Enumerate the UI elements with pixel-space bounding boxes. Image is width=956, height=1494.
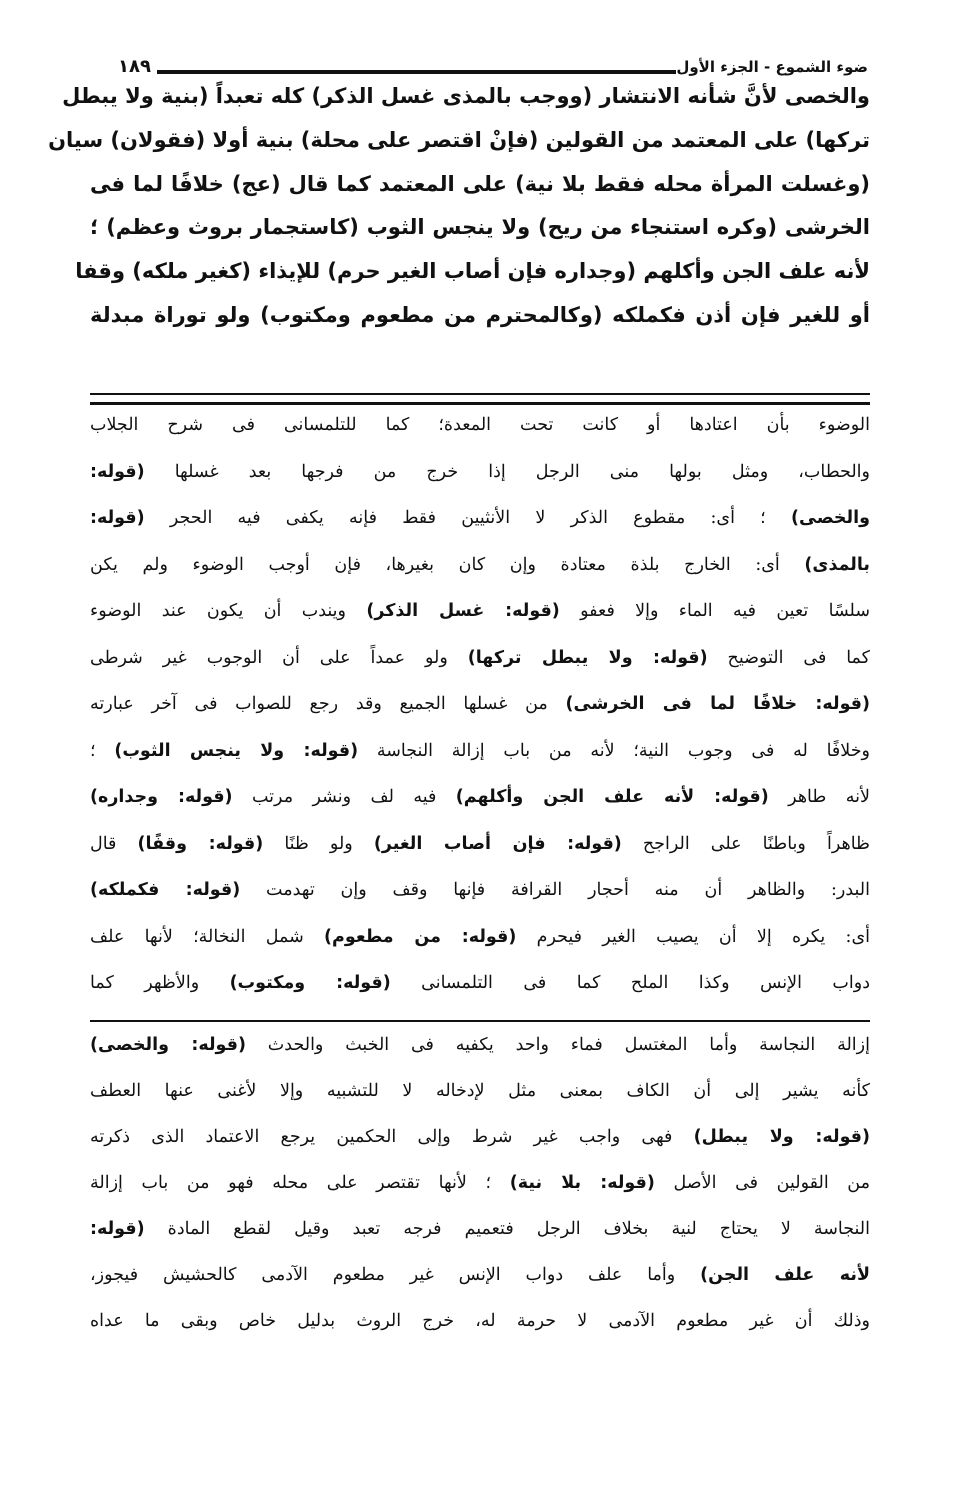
bold-quote: (قوله: وقفًا) [137, 833, 264, 854]
text-line [90, 449, 870, 496]
text-segment: والأظهر كما [90, 973, 230, 993]
text-line [90, 495, 870, 542]
text-segment: ظاهراً وباطنًا على الراجح [621, 833, 870, 854]
text-line [90, 206, 870, 250]
bold-quote: (قوله: ولا يبطل) [693, 1127, 871, 1147]
text-segment: أى: يكره إلا أن يصيب الغير فيحرم [516, 926, 871, 947]
text-line [90, 960, 870, 1007]
bold-quote: (قوله: بلا نية) [509, 1173, 655, 1193]
text-segment: كما فى التوضيح [707, 647, 871, 668]
text-segment: الخرشى (وكره استنجاء من ريح) ولا ينجس الثوب (كاستجمار بروث وعظم) ؛ [90, 215, 870, 240]
text-segment: وخلافًا له فى وجوب النية؛ لأنه من باب إزالة النجاسة [358, 740, 870, 761]
text-line [90, 402, 870, 449]
text-line [48, 119, 870, 163]
text-line [90, 821, 870, 868]
running-title: ضوء الشموع - الجزء الأول [676, 58, 874, 76]
text-segment: ولو ظنًا [263, 833, 374, 854]
text-segment: شمل النخالة؛ لأنها علف [90, 926, 325, 947]
text-segment: ولو عمداً على أن الوجوب غير شرطى [90, 647, 468, 668]
text-segment: وذلك أن غير مطعوم الآدمى لا حرمة له، خرج الروث بدليل خاص وبقى ما عداه [90, 1311, 870, 1331]
text-line [75, 250, 870, 294]
text-segment: من غسلها الجميع وقد رجع للصواب فى آخر عبارته [90, 694, 566, 714]
bold-quote: (قوله: من مطعوم) [324, 926, 517, 947]
text-line [90, 774, 870, 821]
text-line [90, 1298, 870, 1344]
page-number: ١٨٩ [88, 56, 157, 77]
text-line [90, 728, 870, 775]
text-segment: وأما علف دواب الإنس غير مطعوم الآدمى كالحشيش فيجوز، [90, 1265, 701, 1285]
text-segment: فيه لف ونشر مرتب [232, 787, 456, 807]
bold-quote: بالمذى) [804, 554, 870, 575]
bold-quote: (قوله: [90, 1219, 145, 1239]
text-segment: البدر: والظاهر أن منه أحجار القرافة فإنها وقف وإن تهدمت [240, 880, 870, 900]
bold-quote: لأنه علف الجن) [700, 1265, 870, 1285]
text-line [90, 681, 870, 728]
text-segment: (وغسلت المرأة محله فقط بلا نية) على المعتمد كما قال (عج) خلافًا لما فى [90, 171, 870, 196]
main-text [48, 75, 870, 338]
text-segment: لأنه طاهر [768, 787, 870, 807]
text-segment: لأنه علف الجن وأكلهم (وجداره فإن أصاب الغير حرم) للإيذاء (كغير ملكه) وقفا [75, 259, 870, 284]
text-line [90, 1114, 870, 1160]
text-segment: من القولين فى الأصل [654, 1173, 871, 1193]
text-segment: والحطاب، ومثل بولها منى الرجل إذا خرج من فرجها بعد غسلها [144, 461, 870, 482]
text-segment: الوضوء بأن اعتادها أو كانت تحت المعدة؛ كما للتلمسانى فى شرح الجلاب [90, 415, 870, 435]
text-line [62, 75, 870, 119]
text-line [90, 1022, 870, 1068]
bold-quote: (قوله: خلافًا لما فى الخرشى) [565, 694, 870, 714]
text-segment: إزالة النجاسة وأما المغتسل فماء واحد يكفيه فى الخبث والحدث [245, 1035, 870, 1055]
text-segment: ويندب أن يكون عند الوضوء [90, 601, 367, 621]
text-segment: تركها) على المعتمد من القولين (فإنْ اقتصر على محلة) بنية أولا (فقولان) سيان [48, 127, 870, 152]
text-line [90, 914, 870, 961]
bold-quote: (قوله: لأنه علف الجن وأكلهم) [455, 787, 769, 807]
divider-double-top [90, 393, 870, 395]
bold-quote: (قوله: غسل الذكر) [366, 601, 560, 621]
text-line [90, 1068, 870, 1114]
text-segment: ؛ أى: مقطوع الذكر لا الأنثيين فقط فإنه يكفى فيه الحجر [144, 508, 791, 528]
text-segment: النجاسة لا يحتاج لنية بخلاف الرجل فتعميم فرجه تعبد وقيل لقطع المادة [144, 1219, 870, 1239]
text-segment: دواب الإنس وكذا الملح كما فى التلمسانى [390, 973, 870, 993]
text-segment: سلسًا تعين فيه الماء وإلا فعفو [559, 601, 871, 621]
bold-quote: (قوله: ولا ينجس الثوب) [114, 740, 359, 761]
text-segment: أى: الخارج بلذة معتادة وإن كان بغيرها، فإن أوجب الوضوء ولم يكن [90, 554, 805, 575]
commentary-2 [90, 1022, 870, 1344]
text-line [90, 294, 870, 338]
text-line [90, 867, 870, 914]
bold-quote: (قوله: ومكتوب) [229, 973, 391, 993]
text-line [90, 588, 870, 635]
text-line [90, 1206, 870, 1252]
bold-quote: (قوله: [90, 508, 145, 528]
bold-quote: (قوله: ولا يبطل تركها) [467, 647, 708, 668]
text-segment: فهى واجب غير شرط وإلى الحكمين يرجع الاعتماد الذى ذكرته [90, 1127, 694, 1147]
bold-quote: (قوله: فكملكه) [90, 880, 241, 900]
text-line [90, 542, 870, 589]
commentary-1 [90, 402, 870, 1007]
bold-quote: (قوله: فإن أصاب الغير) [373, 833, 622, 854]
text-line [90, 1160, 870, 1206]
text-segment: أو للغير فإن أذن فكملكه (وكالمحترم من مطعوم ومكتوب) ولو توراة مبدلة [90, 302, 870, 327]
bold-quote: (قوله: [90, 461, 145, 482]
text-segment: كأنه يشير إلى أن الكاف بمعنى مثل لإدخاله لا للتشبيه وإلا لأغنى عنها العطف [90, 1081, 871, 1101]
bold-quote: (قوله: وجداره) [90, 787, 233, 807]
bold-quote: (قوله: والخصى) [90, 1035, 246, 1055]
bold-quote: والخصى) [790, 508, 870, 528]
text-line [90, 635, 870, 682]
text-segment: ؛ [90, 740, 115, 761]
text-segment: ؛ لأنها تقتصر على محله فهو من باب إزالة [90, 1173, 510, 1193]
text-line [90, 1252, 870, 1298]
text-segment: والخصى لأنَّ شأنه الانتشار (ووجب بالمذى غسل الذكر) كله تعبداً (بنية ولا يبطل [62, 84, 870, 108]
text-segment: قال [90, 833, 138, 854]
text-line [90, 163, 870, 207]
